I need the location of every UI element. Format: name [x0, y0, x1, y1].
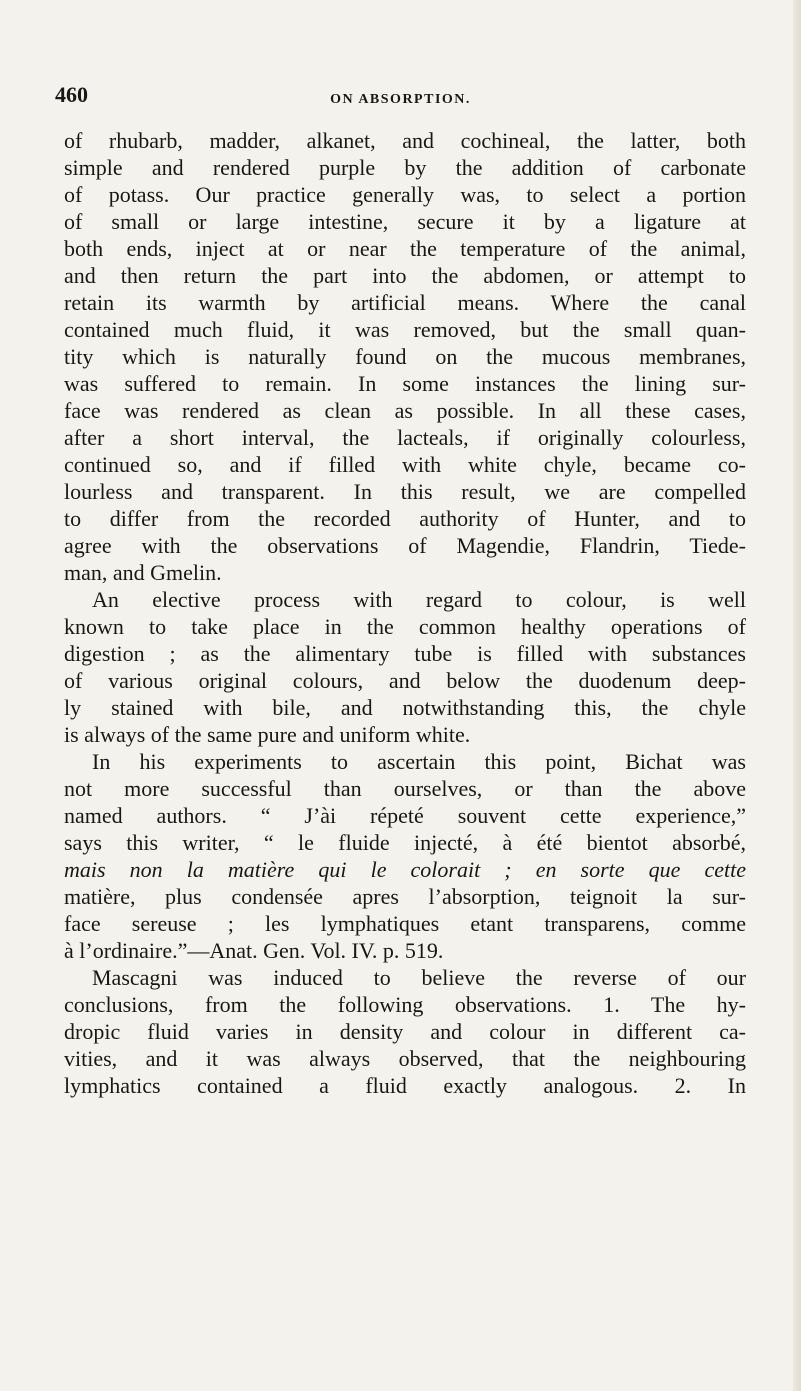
text-line: of various original colours, and below the duodenum deep- [64, 668, 746, 693]
text-line: and then return the part into the abdomen, or attempt to [64, 263, 746, 288]
text-line: named authors. “ J’ài répeté souvent cette experience,” [64, 803, 746, 828]
text-line: tity which is naturally found on the mucous membranes, [64, 344, 746, 369]
text-line: of rhubarb, madder, alkanet, and cochineal, the latter, both [64, 128, 746, 153]
text-line: dropic fluid varies in density and colour in different ca- [64, 1019, 746, 1044]
text-line: was suffered to remain. In some instances the lining sur- [64, 371, 746, 396]
text-line: matière, plus condensée apres l’absorption, teignoit la sur- [64, 884, 746, 909]
text-line: mais non la matière qui le colorait ; en sorte que cette [64, 857, 746, 882]
text-line: not more successful than ourselves, or than the above [64, 776, 746, 801]
text-line: after a short interval, the lacteals, if originally colourless, [64, 425, 746, 450]
text-line: both ends, inject at or near the temperature of the animal, [64, 236, 746, 261]
text-line: to differ from the recorded authority of Hunter, and to [64, 506, 746, 531]
text-line: face sereuse ; les lymphatiques etant transparens, comme [64, 911, 746, 936]
text-line: à l’ordinaire.”—Anat. Gen. Vol. IV. p. 519. [64, 938, 444, 963]
text-line: known to take place in the common healthy operations of [64, 614, 746, 639]
text-line: lymphatics contained a fluid exactly analogous. 2. In [64, 1073, 746, 1098]
text-line: of potass. Our practice generally was, to select a portion [64, 182, 746, 207]
text-line: of small or large intestine, secure it by a ligature at [64, 209, 746, 234]
text-line: ly stained with bile, and notwithstanding this, the chyle [64, 695, 746, 720]
page-number: 460 [55, 82, 88, 107]
text-line: contained much fluid, it was removed, but the small quan- [64, 317, 746, 342]
text-line: conclusions, from the following observations. 1. The hy- [64, 992, 746, 1017]
body-text [64, 127, 746, 1099]
text-line: simple and rendered purple by the addition of carbonate [64, 155, 746, 180]
text-line: In his experiments to ascertain this point, Bichat was [92, 749, 746, 774]
page-edge [793, 0, 801, 1391]
text-line: retain its warmth by artificial means. Where the canal [64, 290, 746, 315]
text-line: agree with the observations of Magendie, Flandrin, Tiede- [64, 533, 746, 558]
text-line: man, and Gmelin. [64, 560, 222, 585]
text-line: An elective process with regard to colour, is well [92, 587, 746, 612]
running-title: ON ABSORPTION. [330, 92, 471, 107]
text-line: Mascagni was induced to believe the reverse of our [92, 965, 746, 990]
text-line: vities, and it was always observed, that the neighbouring [64, 1046, 746, 1071]
text-line: face was rendered as clean as possible. In all these cases, [64, 398, 746, 423]
text-line: says this writer, “ le fluide injecté, à été bientot absorbé, [64, 830, 746, 855]
text-line: is always of the same pure and uniform white. [64, 722, 471, 747]
text-line: digestion ; as the alimentary tube is filled with substances [64, 641, 746, 666]
text-line: lourless and transparent. In this result, we are compelled [64, 479, 746, 504]
text-line: continued so, and if filled with white chyle, became co- [64, 452, 746, 477]
